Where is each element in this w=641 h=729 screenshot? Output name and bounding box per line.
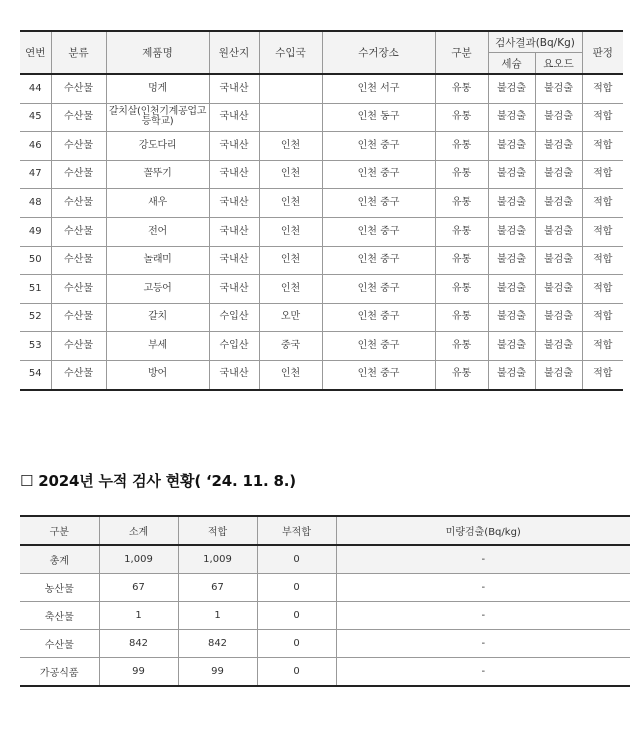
cell-verdict: 적합: [582, 246, 623, 275]
table-row: [20, 217, 623, 246]
summary-header-division: 구분: [20, 516, 99, 545]
cell-no: 52: [20, 303, 51, 332]
cell-iodine: 불검출: [535, 332, 582, 361]
cell-importer: 인천: [259, 275, 322, 304]
table-row: [20, 275, 623, 304]
cell-origin: 국내산: [209, 217, 259, 246]
table-row: [20, 332, 623, 361]
cell-product: 고등어: [106, 275, 209, 304]
header-cesium: 세슘: [488, 53, 535, 75]
summary-cell-unsuitable: 0: [257, 630, 336, 658]
cell-iodine: 불검출: [535, 74, 582, 103]
cell-no: 44: [20, 74, 51, 103]
summary-cell-division: 수산물: [20, 630, 99, 658]
summary-cell-subtotal: 1: [99, 602, 178, 630]
cell-category: 수산물: [51, 189, 106, 218]
summary-cell-division: 농산물: [20, 574, 99, 602]
table-row: [20, 602, 630, 630]
header-location: 수거장소: [322, 31, 435, 74]
summary-cell-trace: -: [336, 574, 630, 602]
summary-cell-trace: -: [336, 545, 630, 574]
cell-origin: 수입산: [209, 332, 259, 361]
table-row: [20, 574, 630, 602]
summary-cell-trace: -: [336, 630, 630, 658]
cell-location: 인천 중구: [322, 360, 435, 389]
summary-cell-subtotal: 842: [99, 630, 178, 658]
cell-division: 유통: [435, 303, 488, 332]
summary-cell-division: 총계: [20, 545, 99, 574]
cell-cesium: 불검출: [488, 217, 535, 246]
table-row: [20, 630, 630, 658]
cell-cesium: 불검출: [488, 303, 535, 332]
cell-origin: 국내산: [209, 74, 259, 103]
header-division: 구분: [435, 31, 488, 74]
cell-importer: 인천: [259, 132, 322, 161]
cell-category: 수산물: [51, 132, 106, 161]
cell-importer: 인천: [259, 217, 322, 246]
summary-header-unsuitable: 부적합: [257, 516, 336, 545]
cell-origin: 국내산: [209, 246, 259, 275]
cell-category: 수산물: [51, 303, 106, 332]
cell-verdict: 적합: [582, 74, 623, 103]
cell-location: 인천 중구: [322, 217, 435, 246]
cell-verdict: 적합: [582, 303, 623, 332]
cell-no: 46: [20, 132, 51, 161]
cell-cesium: 불검출: [488, 74, 535, 103]
cell-location: 인천 서구: [322, 74, 435, 103]
cell-iodine: 불검출: [535, 217, 582, 246]
table-row: [20, 189, 623, 218]
cell-verdict: 적합: [582, 360, 623, 389]
summary-cell-division: 축산물: [20, 602, 99, 630]
cell-iodine: 불검출: [535, 189, 582, 218]
cell-no: 54: [20, 360, 51, 389]
summary-header-subtotal: 소계: [99, 516, 178, 545]
table-row: [20, 74, 623, 103]
cell-cesium: 불검출: [488, 360, 535, 389]
header-origin: 원산지: [209, 31, 259, 74]
table-row: [20, 545, 630, 574]
table-row: [20, 246, 623, 275]
cell-division: 유통: [435, 246, 488, 275]
cell-no: 49: [20, 217, 51, 246]
summary-cell-suitable: 67: [178, 574, 257, 602]
cell-importer: 인천: [259, 360, 322, 389]
summary-cell-subtotal: 1,009: [99, 545, 178, 574]
cell-iodine: 불검출: [535, 303, 582, 332]
cell-location: 인천 중구: [322, 332, 435, 361]
header-result: 검사결과(Bq/Kg): [488, 31, 582, 53]
summary-cell-division: 가공식품: [20, 658, 99, 687]
cell-division: 유통: [435, 189, 488, 218]
header-category: 분류: [51, 31, 106, 74]
cell-category: 수산물: [51, 246, 106, 275]
cell-importer: 인천: [259, 246, 322, 275]
summary-cell-trace: -: [336, 658, 630, 687]
cell-origin: 국내산: [209, 360, 259, 389]
header-importer: 수입국: [259, 31, 322, 74]
cell-division: 유통: [435, 275, 488, 304]
cell-location: 인천 중구: [322, 246, 435, 275]
cell-category: 수산물: [51, 360, 106, 389]
cell-product: 방어: [106, 360, 209, 389]
cumulative-summary-table: [20, 515, 630, 687]
cell-division: 유통: [435, 360, 488, 389]
summary-cell-unsuitable: 0: [257, 545, 336, 574]
cell-importer: [259, 74, 322, 103]
checkbox-icon: ☐: [20, 472, 34, 490]
header-product: 제품명: [106, 31, 209, 74]
cell-division: 유통: [435, 103, 488, 132]
header-verdict: 판정: [582, 31, 623, 74]
cell-verdict: 적합: [582, 103, 623, 132]
cell-category: 수산물: [51, 217, 106, 246]
cell-no: 47: [20, 160, 51, 189]
cell-category: 수산물: [51, 275, 106, 304]
cell-product: 강도다리: [106, 132, 209, 161]
cell-cesium: 불검출: [488, 160, 535, 189]
summary-header-trace: 미량검출(Bq/kg): [336, 516, 630, 545]
cell-origin: 국내산: [209, 189, 259, 218]
section-title: 2024년 누적 검사 현황( ‘24. 11. 8.): [38, 472, 296, 490]
cell-iodine: 불검출: [535, 275, 582, 304]
cell-division: 유통: [435, 332, 488, 361]
cell-iodine: 불검출: [535, 103, 582, 132]
cell-iodine: 불검출: [535, 360, 582, 389]
cell-cesium: 불검출: [488, 246, 535, 275]
cell-no: 53: [20, 332, 51, 361]
cell-verdict: 적합: [582, 332, 623, 361]
header-no: 연번: [20, 31, 51, 74]
cell-verdict: 적합: [582, 275, 623, 304]
cell-importer: 중국: [259, 332, 322, 361]
summary-cell-unsuitable: 0: [257, 602, 336, 630]
cell-iodine: 불검출: [535, 246, 582, 275]
cell-location: 인천 중구: [322, 303, 435, 332]
cell-verdict: 적합: [582, 132, 623, 161]
cell-product: 갈치: [106, 303, 209, 332]
summary-cell-suitable: 99: [178, 658, 257, 687]
cell-origin: 국내산: [209, 103, 259, 132]
cell-product: 놀래미: [106, 246, 209, 275]
cell-importer: 오만: [259, 303, 322, 332]
summary-cell-subtotal: 99: [99, 658, 178, 687]
cell-iodine: 불검출: [535, 132, 582, 161]
summary-cell-unsuitable: 0: [257, 574, 336, 602]
table-row: [20, 360, 623, 389]
cell-division: 유통: [435, 74, 488, 103]
cell-division: 유통: [435, 160, 488, 189]
table-row: [20, 132, 623, 161]
summary-header-suitable: 적합: [178, 516, 257, 545]
cell-verdict: 적합: [582, 217, 623, 246]
cell-product: 멍게: [106, 74, 209, 103]
cell-product: 꼴뚜기: [106, 160, 209, 189]
cell-origin: 국내산: [209, 132, 259, 161]
cell-origin: 수입산: [209, 303, 259, 332]
cell-category: 수산물: [51, 332, 106, 361]
cell-no: 50: [20, 246, 51, 275]
cell-verdict: 적합: [582, 160, 623, 189]
section-heading: [20, 470, 296, 491]
cell-division: 유통: [435, 132, 488, 161]
table-row: [20, 658, 630, 687]
table-row: [20, 160, 623, 189]
cell-division: 유통: [435, 217, 488, 246]
summary-cell-trace: -: [336, 602, 630, 630]
cell-product: 새우: [106, 189, 209, 218]
summary-cell-suitable: 842: [178, 630, 257, 658]
cell-category: 수산물: [51, 74, 106, 103]
cell-location: 인천 중구: [322, 160, 435, 189]
cell-importer: 인천: [259, 160, 322, 189]
cell-no: 51: [20, 275, 51, 304]
cell-location: 인천 중구: [322, 189, 435, 218]
cell-cesium: 불검출: [488, 103, 535, 132]
cell-iodine: 불검출: [535, 160, 582, 189]
cell-product: 갈치살(인천기계공업고등학교): [106, 103, 209, 132]
header-iodine: 요오드: [535, 53, 582, 75]
summary-cell-subtotal: 67: [99, 574, 178, 602]
cell-no: 48: [20, 189, 51, 218]
cell-cesium: 불검출: [488, 332, 535, 361]
cell-category: 수산물: [51, 103, 106, 132]
summary-cell-unsuitable: 0: [257, 658, 336, 687]
cell-importer: 인천: [259, 189, 322, 218]
cell-location: 인천 동구: [322, 103, 435, 132]
cell-no: 45: [20, 103, 51, 132]
cell-location: 인천 중구: [322, 275, 435, 304]
table-row: [20, 103, 623, 132]
cell-verdict: 적합: [582, 189, 623, 218]
cell-origin: 국내산: [209, 275, 259, 304]
cell-category: 수산물: [51, 160, 106, 189]
cell-product: 전어: [106, 217, 209, 246]
cell-cesium: 불검출: [488, 132, 535, 161]
table-row: [20, 303, 623, 332]
inspection-results-table: [20, 30, 623, 391]
cell-cesium: 불검출: [488, 189, 535, 218]
cell-product: 부세: [106, 332, 209, 361]
cell-importer: [259, 103, 322, 132]
cell-location: 인천 중구: [322, 132, 435, 161]
summary-cell-suitable: 1,009: [178, 545, 257, 574]
summary-cell-suitable: 1: [178, 602, 257, 630]
cell-origin: 국내산: [209, 160, 259, 189]
cell-cesium: 불검출: [488, 275, 535, 304]
